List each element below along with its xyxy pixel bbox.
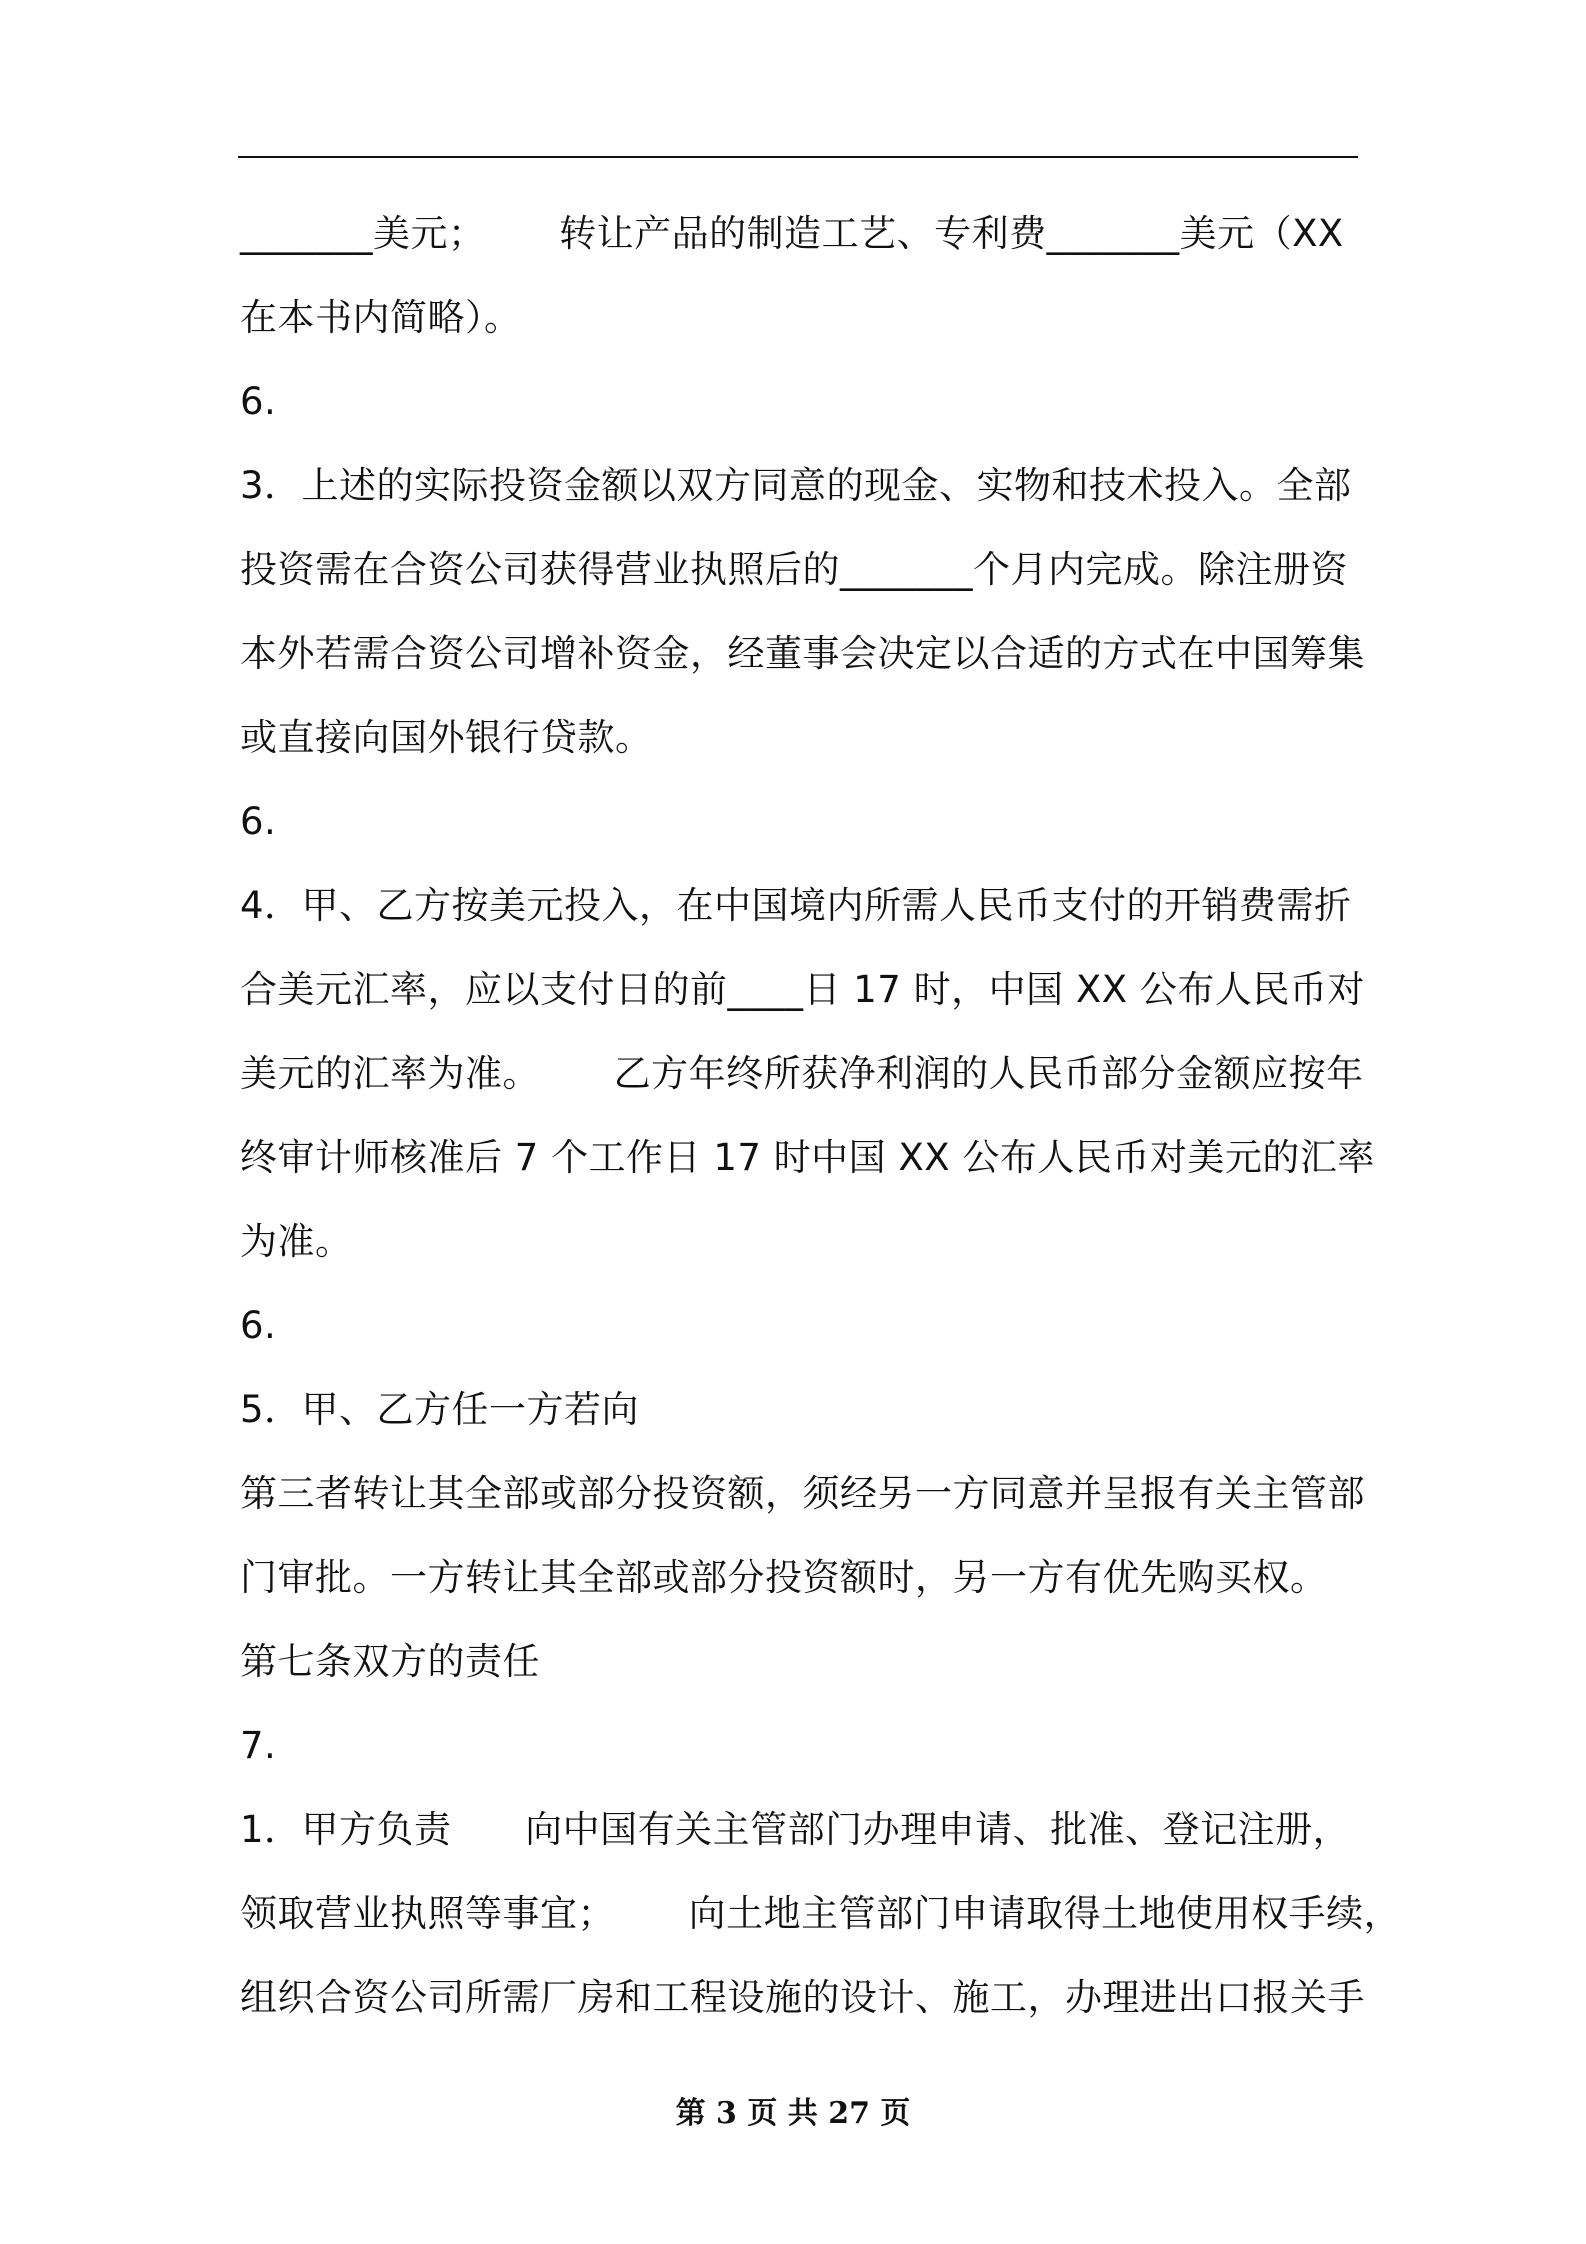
section-heading: 第七条双方的责任 <box>240 1640 540 1683</box>
header-rule <box>238 156 1358 158</box>
contract-body <box>240 192 1402 2040</box>
text-line: 在本书内简略）。 <box>240 296 522 339</box>
text-line: 第三者转让其全部或部分投资额，须经另一方同意并呈报有关主管部 <box>240 1472 1365 1515</box>
text-line: 投资需在合资公司获得营业执照后的_______个月内完成。除注册资 <box>240 548 1348 591</box>
text-line: 1．甲方负责 向中国有关主管部门办理申请、批准、登记注册， <box>240 1808 1351 1851</box>
text-line: 4．甲、乙方按美元投入，在中国境内所需人民币支付的开销费需折 <box>240 884 1352 927</box>
text-line: 7. <box>240 1724 277 1767</box>
text-line: 6. <box>240 800 277 843</box>
text-line: 3．上述的实际投资金额以双方同意的现金、实物和技术投入。全部 <box>240 464 1352 507</box>
text-line: 6. <box>240 1304 277 1347</box>
text-line: 组织合资公司所需厂房和工程设施的设计、施工，办理进出口报关手 <box>240 1976 1365 2019</box>
text-line: 5．甲、乙方任一方若向 <box>240 1388 640 1431</box>
text-line: 合美元汇率，应以支付日的前____日 17 时，中国 XX 公布人民币对 <box>240 968 1365 1011</box>
text-line: 领取营业执照等事宜； 向土地主管部门申请取得土地使用权手续， <box>240 1892 1402 1935</box>
text-line: 门审批。一方转让其全部或部分投资额时，另一方有优先购买权。 <box>240 1556 1328 1599</box>
text-line: 为准。 <box>240 1220 353 1263</box>
page-number-footer: 第 3 页 共 27 页 <box>675 2096 911 2131</box>
text-line: 本外若需合资公司增补资金，经董事会决定以合适的方式在中国筹集 <box>240 632 1365 675</box>
text-line: 6. <box>240 380 277 423</box>
text-line: 美元的汇率为准。 乙方年终所获净利润的人民币部分金额应按年 <box>240 1052 1364 1095</box>
text-line: _______美元； 转让产品的制造工艺、专利费_______美元（XX <box>240 212 1344 255</box>
text-line: 或直接向国外银行贷款。 <box>240 716 653 759</box>
text-line: 终审计师核准后 7 个工作日 17 时中国 XX 公布人民币对美元的汇率 <box>240 1136 1375 1179</box>
